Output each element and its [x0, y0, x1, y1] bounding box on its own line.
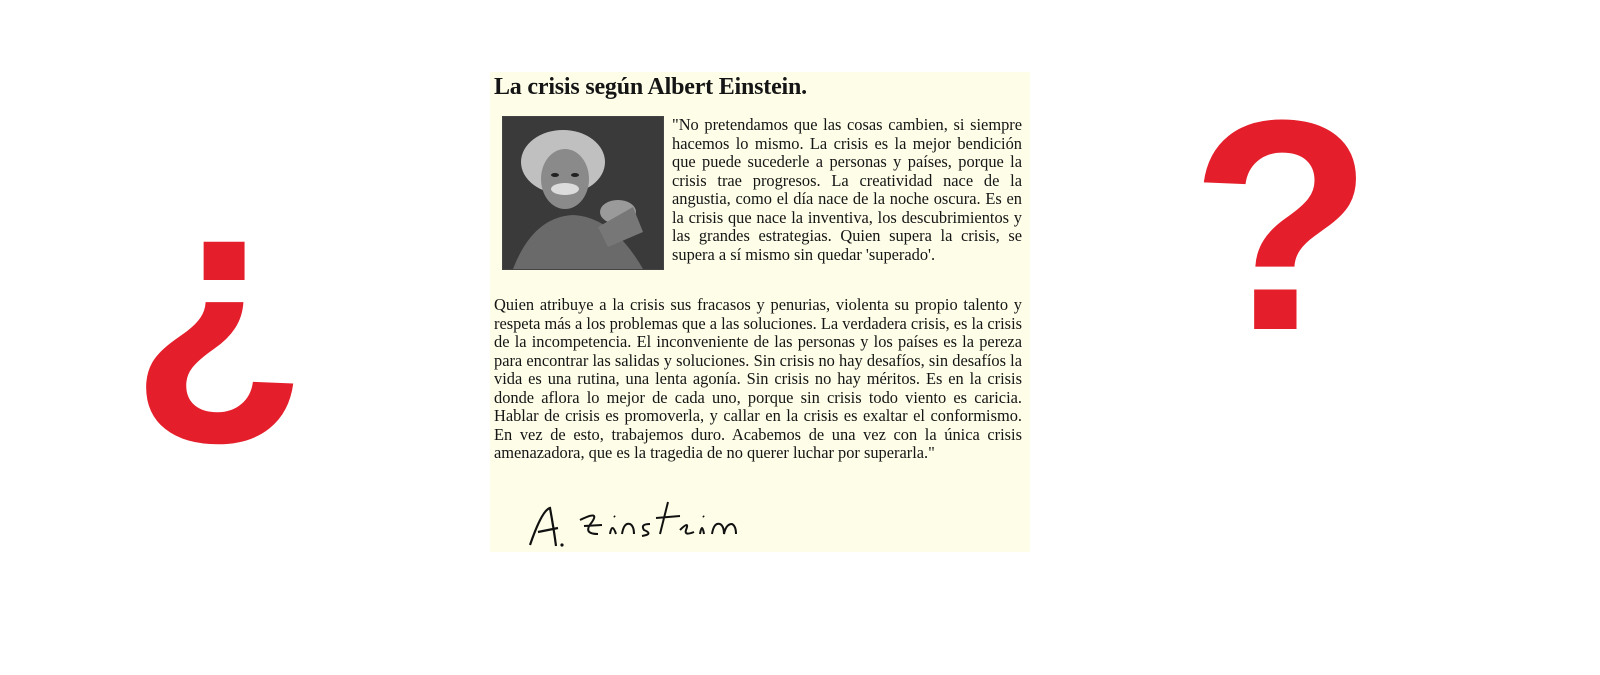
signature-image [520, 490, 760, 552]
card-title: La crisis según Albert Einstein. [494, 74, 807, 100]
einstein-signature [520, 490, 760, 552]
quote-card [490, 72, 1030, 552]
quote-paragraph-1: "No pretendamos que las cosas cambien, si siempre hacemos lo mismo. La crisis es la mejor bendición que puede sucederle a personas y países, porque la crisis trae progresos. La creatividad nace de la angustia, como el día nace de la noche oscura. Es en la crisis que nace la inventiva, los descubrimientos y las grandes estrategias. Quien supera la crisis, se supera a sí mismo sin quedar 'superado'. [672, 115, 1022, 264]
quote-paragraph-2: Quien atribuye a la crisis sus fracasos y penurias, violenta su propio talento y respeta más a los problemas que a las soluciones. La verdadera crisis, es la crisis de la incompetencia. El inconveniente de las personas y los países es la pereza para encontrar las salidas y soluciones. Sin crisis no hay desafíos, sin desafíos la vida es una rutina, una lenta agonía. Sin crisis no hay méritos. Es en la crisis donde aflora lo mejor de cada uno, porque sin crisis todo viento es caricia. Hablar de crisis es promoverla, y callar en la crisis es exaltar el conformismo. En vez de esto, trabajemos duro. Acabemos de una vez con la única crisis amenazadora, que es la tragedia de no querer luchar por superarla." [494, 295, 1022, 462]
portrait-image [503, 117, 663, 269]
einstein-portrait [502, 116, 664, 270]
question-mark: ? [1190, 57, 1374, 393]
inverted-question-mark: ¿ [130, 133, 308, 457]
